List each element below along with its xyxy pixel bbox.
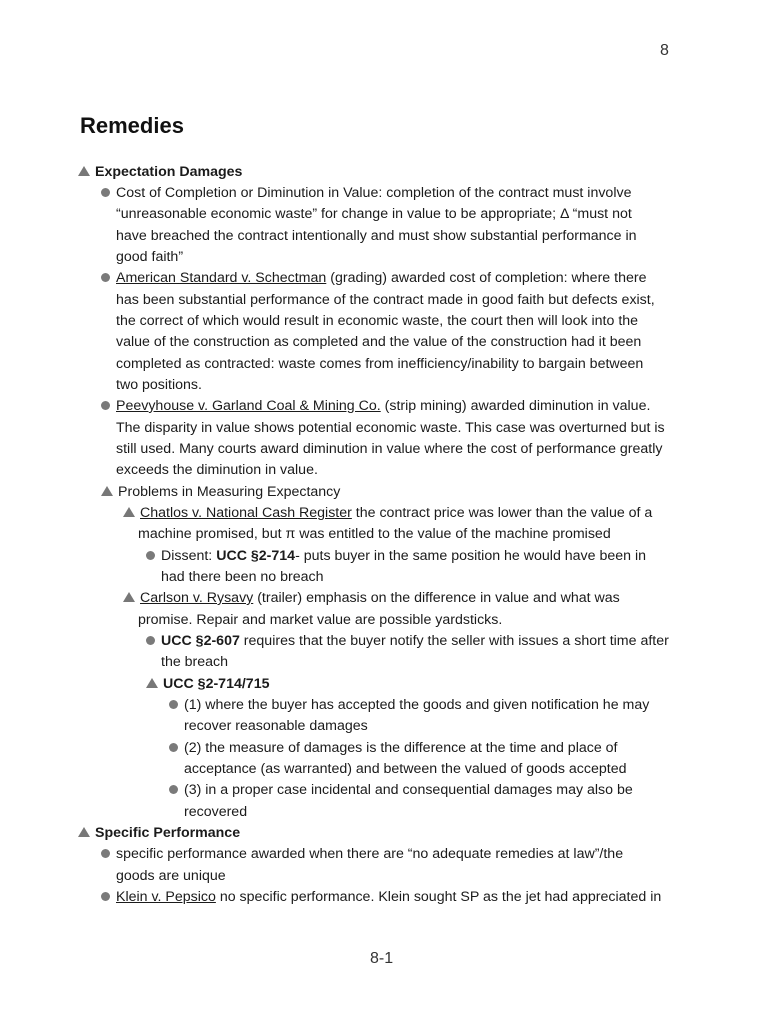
- case-name: Carlson v. Rysavy: [140, 590, 254, 606]
- text-line: still used. Many courts award diminution in value where the cost of performance greatly: [116, 441, 663, 457]
- text-line: machine promised, but π was entitled to the value of the machine promised: [138, 526, 611, 542]
- heading-specific-performance: Specific Performance: [78, 823, 240, 844]
- case-name: Peevyhouse v. Garland Coal & Mining Co.: [116, 398, 381, 414]
- text-line: value of the construction as completed and the value of the construction had it been: [116, 334, 642, 350]
- bullet-dot-icon: [101, 401, 110, 410]
- text-line: goods are unique: [116, 868, 226, 884]
- page-title: Remedies: [80, 113, 184, 138]
- case-name: Klein v. Pepsico: [116, 889, 216, 905]
- text-line: completed as contracted: waste comes from inefficiency/inability to bargain between: [116, 356, 644, 372]
- text-line: have breached the contract intentionally and must show substantial performance in: [116, 228, 637, 244]
- heading-expectation-damages: Expectation Damages: [78, 162, 242, 183]
- list-item: specific performance awarded when there are “no adequate remedies at law”/the: [101, 844, 623, 865]
- bullet-dot-icon: [169, 743, 178, 752]
- text-line: The disparity in value shows potential economic waste. This case was overturned but is: [116, 420, 665, 436]
- case-name: Chatlos v. National Cash Register: [140, 505, 352, 521]
- bullet-dot-icon: [169, 700, 178, 709]
- text-line: had there been no breach: [161, 569, 324, 585]
- triangle-bullet-icon: [78, 166, 90, 176]
- list-item: (1) where the buyer has accepted the goods and given notification he may: [169, 695, 649, 716]
- text-line: exceeds the diminution in value.: [116, 462, 318, 478]
- text-line: recovered: [184, 804, 248, 820]
- list-item: UCC §2-714/715: [146, 674, 269, 695]
- text-line: acceptance (as warranted) and between the valued of goods accepted: [184, 761, 627, 777]
- statute-ref: UCC §2-714: [216, 548, 296, 564]
- list-item: Cost of Completion or Diminution in Value: completion of the contract must involve: [101, 183, 631, 204]
- list-item: UCC §2-607 requires that the buyer notify the seller with issues a short time after: [146, 631, 669, 652]
- bullet-dot-icon: [101, 273, 110, 282]
- text-line: two positions.: [116, 377, 202, 393]
- statute-ref: UCC §2-607: [161, 633, 240, 649]
- triangle-bullet-icon: [101, 486, 113, 496]
- list-item: (2) the measure of damages is the difference at the time and place of: [169, 738, 618, 759]
- text-line: has been substantial performance of the contract made in good faith but defects exist,: [116, 292, 655, 308]
- text-line: “unreasonable economic waste” for change in value to be appropriate; Δ “must not: [116, 206, 632, 222]
- bullet-dot-icon: [146, 636, 155, 645]
- list-item: (3) in a proper case incidental and consequential damages may also be: [169, 780, 633, 801]
- bullet-dot-icon: [101, 849, 110, 858]
- text-line: the correct of which would result in economic waste, the court then will look into the: [116, 313, 639, 329]
- text-line: recover reasonable damages: [184, 718, 368, 734]
- triangle-bullet-icon: [146, 678, 158, 688]
- triangle-bullet-icon: [78, 827, 90, 837]
- list-item: American Standard v. Schectman (grading) awarded cost of completion: where there: [101, 268, 646, 289]
- list-item: Peevyhouse v. Garland Coal & Mining Co. (strip mining) awarded diminution in value.: [101, 396, 650, 417]
- list-item: Chatlos v. National Cash Register the contract price was lower than the value of a: [123, 503, 652, 524]
- list-item: Dissent: UCC §2-714- puts buyer in the same position he would have been in: [146, 546, 646, 567]
- bullet-dot-icon: [146, 551, 155, 560]
- bullet-dot-icon: [101, 188, 110, 197]
- footer-page-label: 8-1: [370, 950, 394, 967]
- case-name: American Standard v. Schectman: [116, 270, 327, 286]
- text-line: good faith”: [116, 249, 184, 265]
- text-line: promise. Repair and market value are possible yardsticks.: [138, 612, 503, 628]
- bullet-dot-icon: [101, 892, 110, 901]
- list-item: Carlson v. Rysavy (trailer) emphasis on the difference in value and what was: [123, 588, 620, 609]
- triangle-bullet-icon: [123, 592, 135, 602]
- triangle-bullet-icon: [123, 507, 135, 517]
- list-item: Klein v. Pepsico no specific performance. Klein sought SP as the jet had appreciated in: [101, 887, 661, 908]
- text-line: the breach: [161, 654, 229, 670]
- subheading-problems: Problems in Measuring Expectancy: [101, 482, 340, 503]
- page-number: 8: [660, 42, 669, 59]
- bullet-dot-icon: [169, 785, 178, 794]
